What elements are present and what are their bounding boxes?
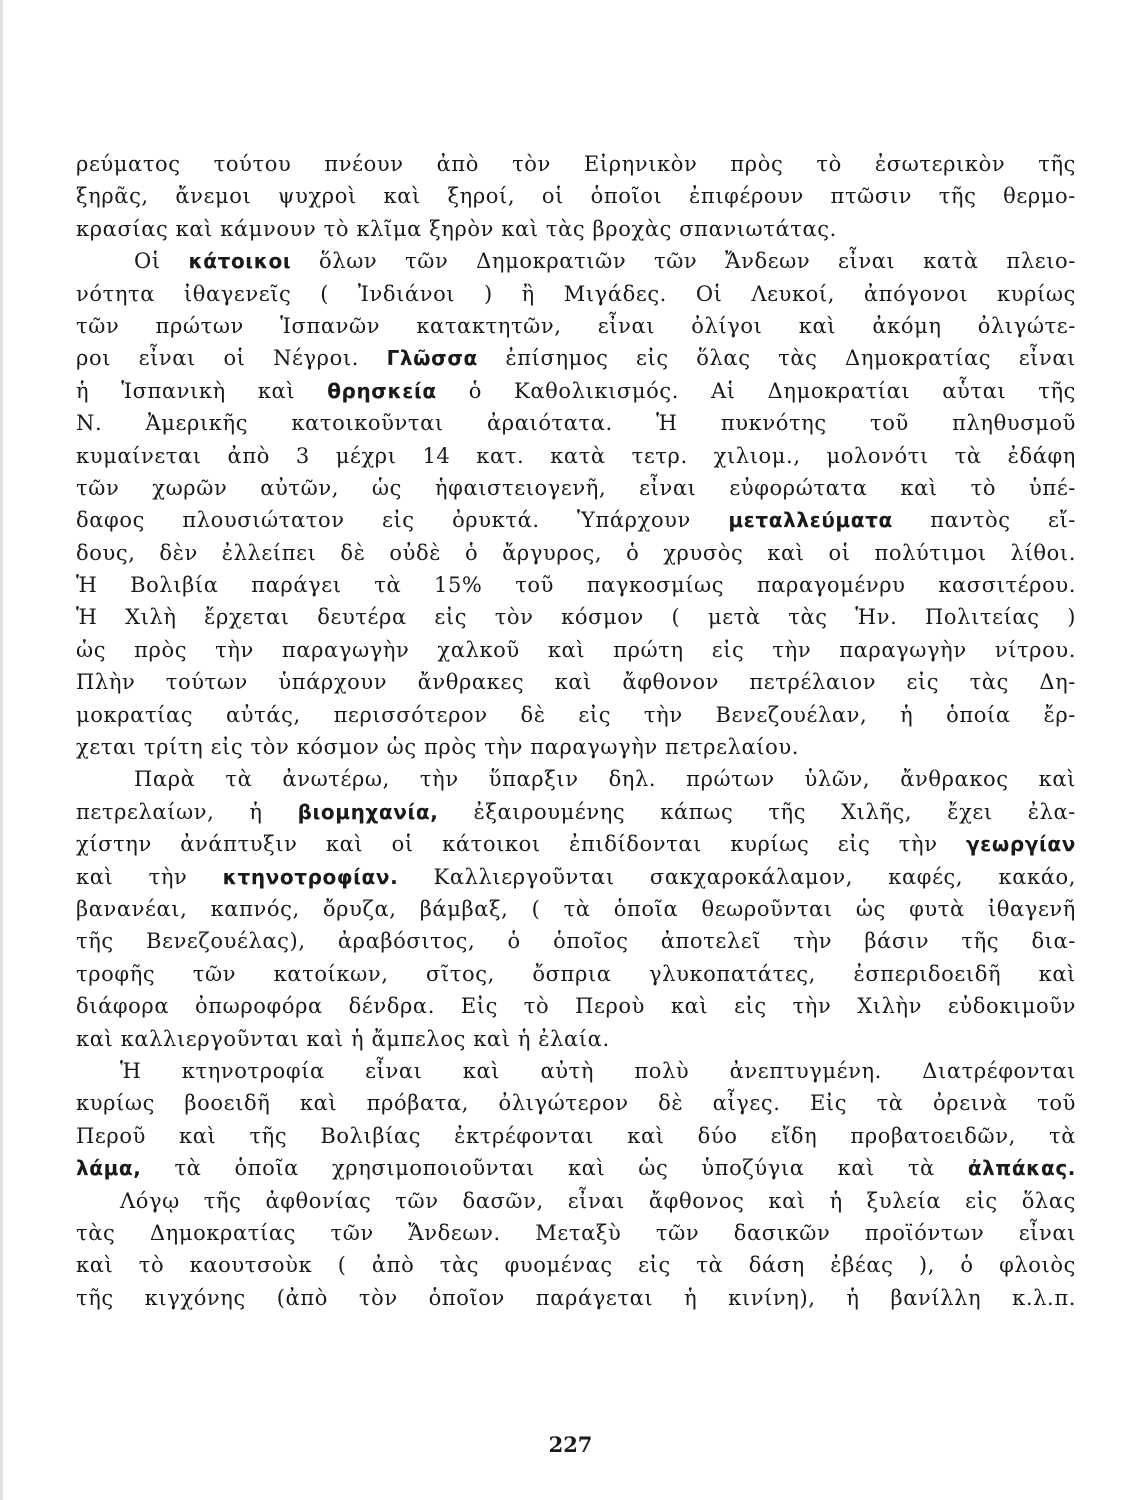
text-line: τῆς κιγχόνης (ἀπὸ τὸν ὁποῖον παράγεται ἡ κινίνη), ἡ βανίλλη κ.λ.π. bbox=[76, 1285, 1076, 1310]
text-line: ρεύματος τούτου πνέουν ἀπὸ τὸν Εἰρηνικὸν πρὸς τὸ ἐσωτερικὸν τῆς bbox=[76, 152, 1076, 176]
body-text bbox=[76, 148, 1076, 1314]
bold-term: κάτοικοι bbox=[188, 249, 292, 274]
text-line: βανανέαι, καπνός, ὄρυζα, βάμβαξ, ( τὰ ὁποῖα θεωροῦνται ὡς φυτὰ ἰθαγενῆ bbox=[76, 896, 1076, 921]
text-line: λάμα, τὰ ὁποῖα χρησιμοποιοῦνται καὶ ὡς ὑποζύγια καὶ τὰ ἀλπάκας. bbox=[76, 1156, 1076, 1181]
text-line: Περοῦ καὶ τῆς Βολιβίας ἐκτρέφονται καὶ δύο εἴδη προβατοειδῶν, τὰ bbox=[76, 1123, 1076, 1148]
text-line: Πλὴν τούτων ὑπάρχουν ἄνθρακες καὶ ἄφθονον πετρέλαιον εἰς τὰς Δη- bbox=[76, 670, 1076, 695]
text-line: Παρὰ τὰ ἀνωτέρω, τὴν ὕπαρξιν δηλ. πρώτων ὑλῶν, ἄνθρακος καὶ bbox=[134, 767, 1076, 792]
text-line: Λόγῳ τῆς ἀφθονίας τῶν δασῶν, εἶναι ἄφθονος καὶ ἡ ξυλεία εἰς ὅλας bbox=[120, 1188, 1076, 1213]
bold-term: ἀλπάκας. bbox=[967, 1156, 1076, 1181]
text-line: Ν. Ἀμερικῆς κατοικοῦνται ἀραιότατα. Ἡ πυκνότης τοῦ πληθυσμοῦ bbox=[76, 411, 1076, 436]
bold-term: μεταλλεύματα bbox=[728, 508, 893, 533]
text-line: καὶ τὸ καουτσοὺκ ( ἀπὸ τὰς φυομένας εἰς τὰ δάση ἐβέας ), ὁ φλοιὸς bbox=[76, 1253, 1076, 1278]
text-line: νότητα ἰθαγενεῖς ( Ἰνδιάνοι ) ἢ Μιγάδες. Οἱ Λευκοί, ἀπόγονοι κυρίως bbox=[76, 281, 1076, 306]
bold-term: Γλῶσσα bbox=[386, 346, 478, 371]
text-line: Ἡ Χιλὴ ἔρχεται δευτέρα εἰς τὸν κόσμον ( μετὰ τὰς Ἡν. Πολιτείας ) bbox=[76, 605, 1076, 630]
text-line: Ἡ κτηνοτροφία εἶναι καὶ αὐτὴ πολὺ ἀνεπτυγμένη. Διατρέφονται bbox=[120, 1058, 1076, 1083]
text-line: κρασίας καὶ κάμνουν τὸ κλῖμα ξηρὸν καὶ τὰς βροχὰς σπανιωτάτας. bbox=[76, 216, 837, 241]
bold-term: γεωργίαν bbox=[965, 832, 1076, 857]
text-line: τῆς Βενεζουέλας), ἀραβόσιτος, ὁ ὁποῖος ἀποτελεῖ τὴν βάσιν τῆς δια- bbox=[76, 929, 1076, 954]
page-number: 227 bbox=[548, 1432, 593, 1457]
text-line: πετρελαίων, ἡ βιομηχανία, ἐξαιρουμένης κάπως τῆς Χιλῆς, ἔχει ἐλα- bbox=[76, 799, 1076, 824]
bold-term: λάμα, bbox=[76, 1156, 142, 1181]
bold-term: θρησκεία bbox=[327, 378, 437, 403]
bold-term: βιομηχανία, bbox=[297, 799, 439, 824]
text-line: τῶν πρώτων Ἱσπανῶν κατακτητῶν, εἶναι ὀλίγοι καὶ ἀκόμη ὀλιγώτε- bbox=[76, 313, 1076, 338]
bold-term: κτηνοτροφίαν. bbox=[222, 864, 399, 889]
text-line: κυρίως βοοειδῆ καὶ πρόβατα, ὀλιγώτερον δὲ αἶγες. Εἰς τὰ ὀρεινὰ τοῦ bbox=[76, 1091, 1076, 1116]
text-line: μοκρατίας αὐτάς, περισσότερον δὲ εἰς τὴν Βενεζουέλαν, ἡ ὁποία ἔρ- bbox=[76, 702, 1076, 727]
text-line: Ἡ Βολιβία παράγει τὰ 15% τοῦ παγκοσμίως παραγομένρυ κασσιτέρου. bbox=[76, 573, 1076, 598]
text-line: δους, δὲν ἐλλείπει δὲ οὐδὲ ὁ ἄργυρος, ὁ χρυσὸς καὶ οἱ πολύτιμοι λίθοι. bbox=[76, 540, 1076, 565]
text-line: κυμαίνεται ἀπὸ 3 μέχρι 14 κατ. κατὰ τετρ. χιλιομ., μολονότι τὰ ἐδάφη bbox=[76, 443, 1076, 468]
text-line: καὶ καλλιεργοῦνται καὶ ἡ ἄμπελος καὶ ἡ ἐλαία. bbox=[76, 1026, 610, 1051]
text-line: χεται τρίτη εἰς τὸν κόσμον ὡς πρὸς τὴν παραγωγὴν πετρελαίου. bbox=[76, 735, 799, 760]
text-line: καὶ τὴν κτηνοτροφίαν. Καλλιεργοῦνται σακχαροκάλαμον, καφές, κακάο, bbox=[76, 864, 1076, 889]
text-line: τροφῆς τῶν κατοίκων, σῖτος, ὄσπρια γλυκοπατάτες, ἐσπεριδοειδῆ καὶ bbox=[76, 961, 1076, 986]
text-line: δαφος πλουσιώτατον εἰς ὀρυκτά. Ὑπάρχουν μεταλλεύματα παντὸς εἴ- bbox=[76, 508, 1076, 533]
text-line: Οἱ κάτοικοι ὅλων τῶν Δημοκρατιῶν τῶν Ἄνδεων εἶναι κατὰ πλειο- bbox=[134, 249, 1076, 274]
text-line: τῶν χωρῶν αὐτῶν, ὡς ἡφαιστειογενῆ, εἶναι εὐφορώτατα καὶ τὸ ὑπέ- bbox=[76, 475, 1076, 500]
text-line: χίστην ἀνάπτυξιν καὶ οἱ κάτοικοι ἐπιδίδονται κυρίως εἰς τὴν γεωργίαν bbox=[76, 832, 1076, 857]
text-line: τὰς Δημοκρατίας τῶν Ἄνδεων. Μεταξὺ τῶν δασικῶν προϊόντων εἶναι bbox=[76, 1220, 1076, 1245]
text-line: ἡ Ἱσπανικὴ καὶ θρησκεία ὁ Καθολικισμός. Αἱ Δημοκρατίαι αὗται τῆς bbox=[76, 378, 1076, 403]
text-line: ροι εἶναι οἱ Νέγροι. Γλῶσσα ἐπίσημος εἰς ὅλας τὰς Δημοκρατίας εἶναι bbox=[76, 346, 1076, 371]
text-line: ξηρᾶς, ἄνεμοι ψυχροὶ καὶ ξηροί, οἱ ὁποῖοι ἐπιφέρουν πτῶσιν τῆς θερμο- bbox=[76, 184, 1076, 209]
text-line: ὡς πρὸς τὴν παραγωγὴν χαλκοῦ καὶ πρώτη εἰς τὴν παραγωγὴν νίτρου. bbox=[76, 637, 1076, 662]
text-line: διάφορα ὀπωροφόρα δένδρα. Εἰς τὸ Περοὺ καὶ εἰς τὴν Χιλὴν εὐδοκιμοῦν bbox=[76, 994, 1076, 1019]
